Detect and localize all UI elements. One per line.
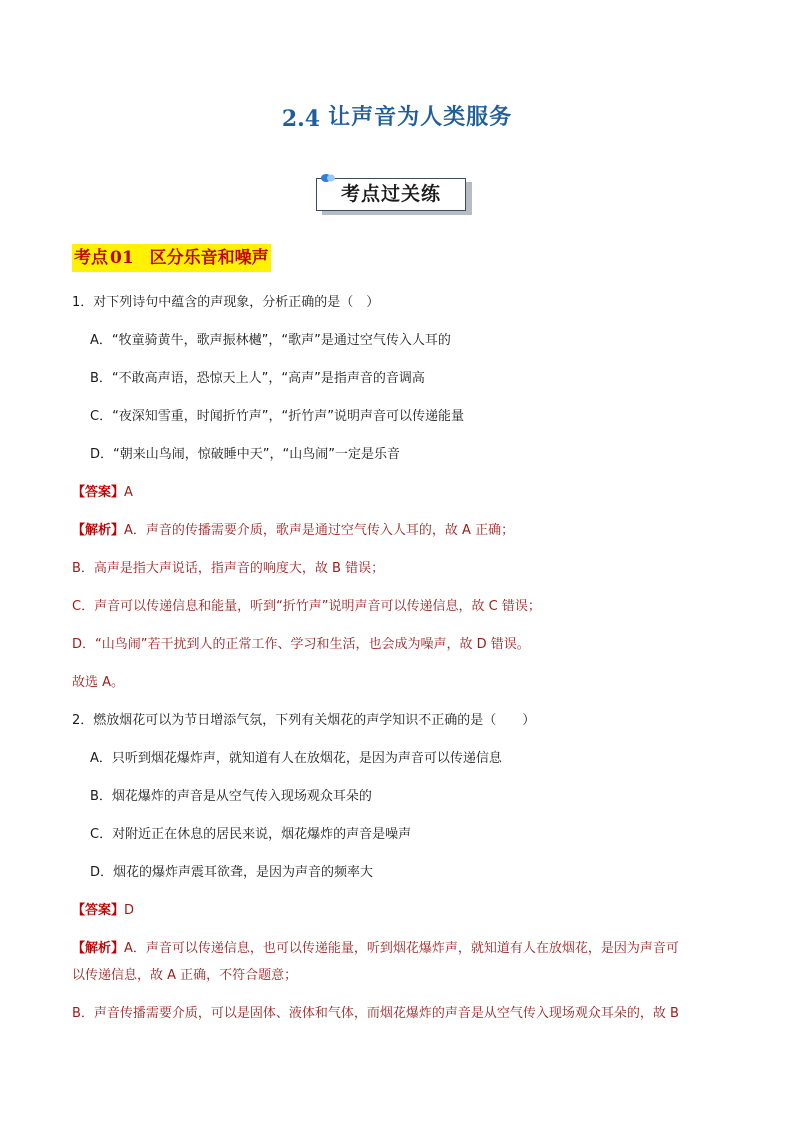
question-1-option-a: A．“牧童骑黄牛，歌声振林樾”，“歌声”是通过空气传入人耳的 bbox=[90, 333, 451, 348]
answer-value: D bbox=[124, 903, 135, 918]
analysis-tag: 【解析】 bbox=[72, 941, 125, 956]
question-2-option-b: B．烟花爆炸的声音是从空气传入现场观众耳朵的 bbox=[90, 789, 372, 804]
section-code-prefix: 考点 bbox=[74, 248, 108, 268]
analysis-text: A．声音可以传递信息，也可以传递能量，听到烟花爆炸声，就知道有人在放烟花，是因为声音可 bbox=[124, 941, 679, 956]
lesson-number: 2.4 bbox=[281, 106, 321, 132]
question-2-option-a: A．只听到烟花爆炸声，就知道有人在放烟花，是因为声音可以传递信息 bbox=[90, 751, 502, 766]
question-1-option-d: D．“朝来山鸟闹，惊破睡中天”，“山鸟闹”一定是乐音 bbox=[90, 447, 400, 462]
question-2-stem: 2．燃放烟花可以为节日增添气氛，下列有关烟花的声学知识不正确的是（ ） bbox=[72, 713, 536, 728]
topic-badge bbox=[316, 176, 474, 218]
badge-pin-icon bbox=[320, 173, 336, 183]
question-1-analysis-a bbox=[72, 521, 514, 541]
answer-tag: 【答案】 bbox=[72, 903, 125, 918]
question-1-answer bbox=[72, 483, 133, 503]
question-1-conclusion: 故选 A。 bbox=[72, 675, 125, 690]
page-title bbox=[0, 100, 794, 132]
question-2-analysis-b: B．声音传播需要介质，可以是固体、液体和气体，而烟花爆炸的声音是从空气传入现场观众耳朵的，故 B bbox=[72, 1006, 679, 1021]
analysis-tag: 【解析】 bbox=[72, 523, 125, 538]
question-1-analysis-b: B．高声是指大声说话，指声音的响度大，故 B 错误； bbox=[72, 561, 385, 576]
question-2-option-c: C．对附近正在休息的居民来说，烟花爆炸的声音是噪声 bbox=[90, 827, 412, 842]
question-2-option-d: D．烟花的爆炸声震耳欲聋，是因为声音的频率大 bbox=[90, 865, 374, 880]
question-1-stem: 1．对下列诗句中蕴含的声现象，分析正确的是（ ） bbox=[72, 295, 380, 310]
analysis-text: A．声音的传播需要介质，歌声是通过空气传入人耳的，故 A 正确； bbox=[124, 523, 515, 538]
question-1-option-c: C．“夜深知雪重，时闻折竹声”，“折竹声”说明声音可以传递能量 bbox=[90, 409, 465, 424]
section-name: 区分乐音和噪声 bbox=[149, 248, 269, 268]
question-2-answer bbox=[72, 901, 134, 921]
answer-tag: 【答案】 bbox=[72, 485, 125, 500]
question-1-option-b: B．“不敢高声语，恐惊天上人”，“高声”是指声音的音调高 bbox=[90, 371, 425, 386]
question-2-analysis-a-cont: 以传递信息，故 A 正确，不符合题意； bbox=[72, 968, 298, 983]
answer-value: A bbox=[124, 485, 133, 500]
section-code-number: 01 bbox=[110, 248, 134, 268]
lesson-title: 让声音为人类服务 bbox=[328, 105, 513, 130]
badge-label: 考点过关练 bbox=[316, 178, 466, 211]
question-1-analysis-d: D．“山鸟闹”若干扰到人的正常工作、学习和生活，也会成为噪声，故 D 错误。 bbox=[72, 637, 530, 652]
question-2-analysis-a bbox=[72, 939, 679, 959]
section-heading bbox=[72, 244, 271, 272]
question-1-analysis-c: C．声音可以传递信息和能量，听到“折竹声”说明声音可以传递信息，故 C 错误； bbox=[72, 599, 541, 614]
